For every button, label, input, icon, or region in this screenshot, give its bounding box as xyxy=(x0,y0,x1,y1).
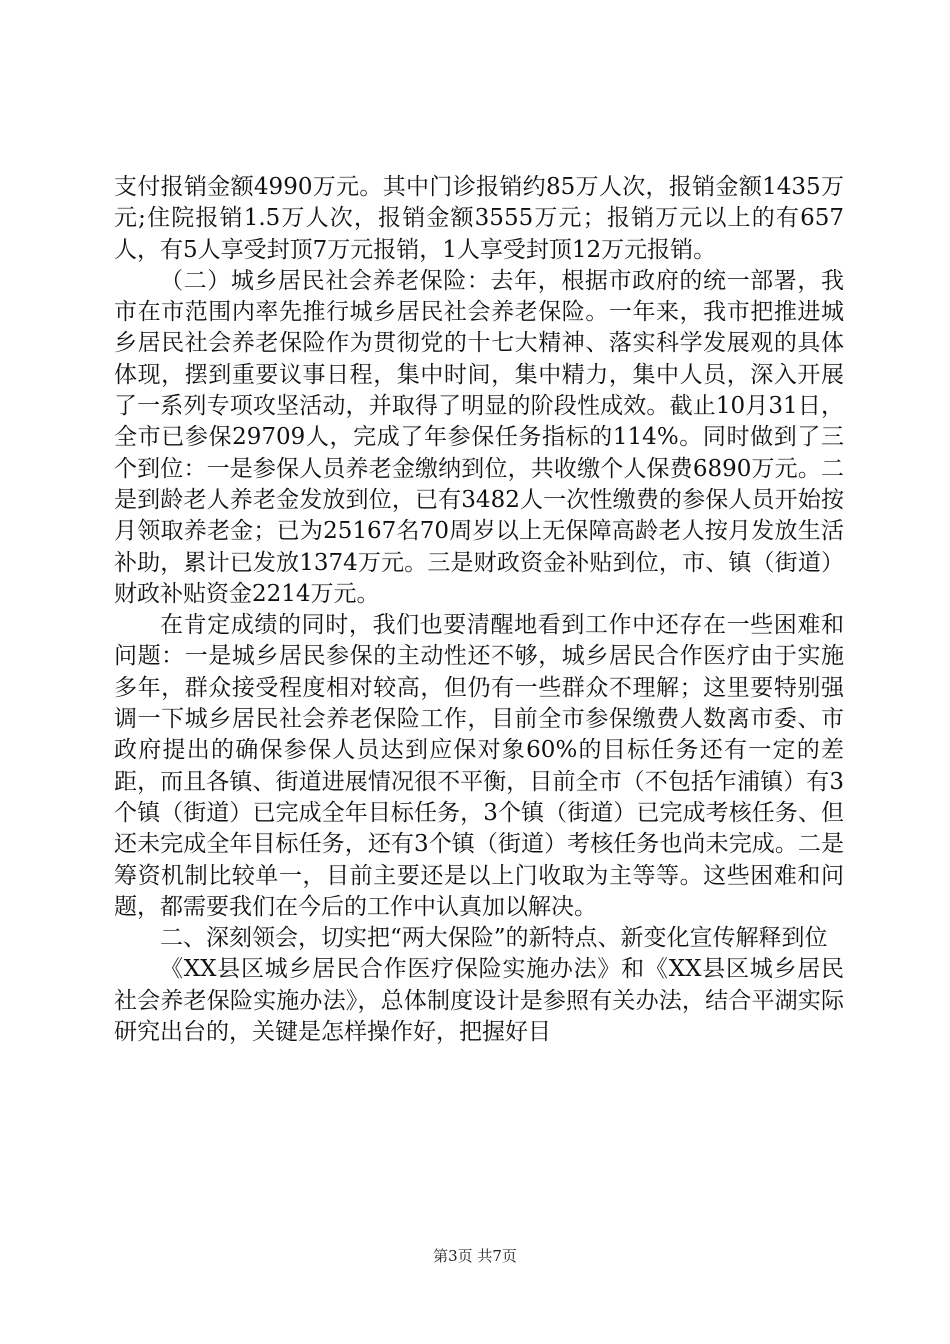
paragraph-medical-reimbursement: 支付报销金额4990万元。其中门诊报销约85万人次，报销金额1435万元;住院报销1.5万人次，报销金额3555万元；报销万元以上的有657人，有5人享受封顶7万元报销，1人享受封顶12万元报销。 xyxy=(114,174,844,263)
paragraph-problems: 在肯定成绩的同时，我们也要清醒地看到工作中还存在一些困难和问题：一是城乡居民参保的主动性还不够，城乡居民合作医疗由于实施多年，群众接受程度相对较高，但仍有一些群众不理解；这里要特别强调一下城乡居民社会养老保险工作，目前全市参保缴费人数离市委、市政府提出的确保参保人员达到应保对象60%的目标任务还有一定的差距，而且各镇、街道进展情况很不平衡，目前全市（不包括乍浦镇）有3个镇（街道）已完成全年目标任务，3个镇（街道）已完成考核任务、但还未完成全年目标任务，还有3个镇（街道）考核任务也尚未完成。二是筹资机制比较单一，目前主要还是以上门收取为主等等。这些困难和问题，都需要我们在今后的工作中认真加以解决。 xyxy=(114,612,844,920)
section-heading-two: 二、深刻领会，切实把“两大保险”的新特点、新变化宣传解释到位 xyxy=(160,925,828,952)
paragraph-implementation-measures: 《XX县区城乡居民合作医疗保险实施办法》和《XX县区城乡居民社会养老保险实施办法》，总体制度设计是参照有关办法，结合平湖实际研究出台的，关键是怎样操作好，把握好目 xyxy=(114,956,844,1046)
document-body xyxy=(114,172,844,1048)
paragraph-pension-insurance: （二）城乡居民社会养老保险：去年，根据市政府的统一部署，我市在市范围内率先推行城乡居民社会养老保险。一年来，我市把推进城乡居民社会养老保险作为贯彻党的十七大精神、落实科学发展观的具体体现，摆到重要议事日程，集中时间，集中精力，集中人员，深入开展了一系列专项攻坚活动，并取得了明显的阶段性成效。截止10月31日，全市已参保29709人，完成了年参保任务指标的114%。同时做到了三个到位：一是参保人员养老金缴纳到位，共收缴个人保费6890万元。二是到龄老人养老金发放到位，已有3482人一次性缴费的参保人员开始按月领取养老金；已为25167名70周岁以上无保障高龄老人按月发放生活补助，累计已发放1374万元。三是财政资金补贴到位，市、镇（街道）财政补贴资金2214万元。 xyxy=(114,267,844,607)
page-footer: 第3页 共7页 xyxy=(433,1247,517,1265)
